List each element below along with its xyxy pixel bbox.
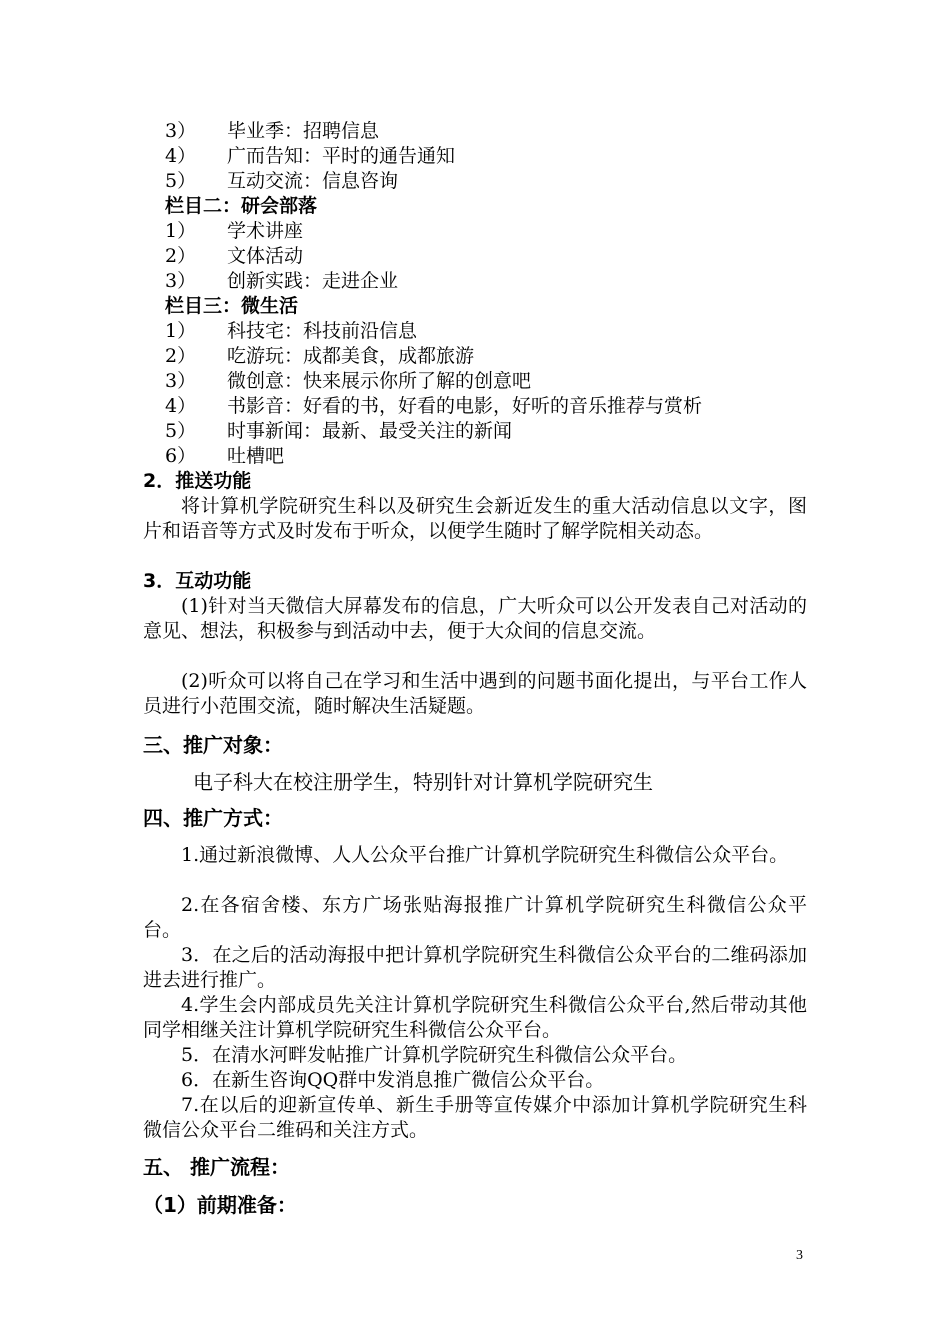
list-item: 2） 吃游玩：成都美食，成都旅游 [165, 345, 475, 367]
section-heading-target: 三、推广对象： [143, 733, 283, 757]
method-item-1: 1.通过新浪微博、人人公众平台推广计算机学院研究生科微信公众平台。 [181, 844, 789, 866]
method-item-7: 7.在以后的迎新宣传单、新生手册等宣传媒介中添加计算机学院研究生科微信公众平台二维码和关注方式。 [143, 1094, 807, 1141]
section-heading-col3: 栏目三：微生活 [165, 295, 299, 317]
section-heading-methods: 四、推广方式： [143, 806, 283, 830]
list-item: 1） 科技宅：科技前沿信息 [165, 320, 418, 342]
page-number: 3 [796, 1248, 803, 1263]
method-item-2: 2.在各宿舍楼、东方广场张贴海报推广计算机学院研究生科微信公众平台。 [143, 894, 807, 941]
method-item-3: 3．在之后的活动海报中把计算机学院研究生科微信公众平台的二维码添加进去进行推广。 [143, 944, 807, 991]
list-item: 3） 毕业季：招聘信息 [165, 120, 380, 142]
list-item: 5） 互动交流：信息咨询 [165, 170, 399, 192]
list-item: 3） 创新实践：走进企业 [165, 270, 399, 292]
paragraph-target: 电子科大在校注册学生，特别针对计算机学院研究生 [193, 770, 653, 794]
section-heading-col2: 栏目二：研会部落 [165, 195, 318, 217]
subheading-preparation: （1）前期准备： [143, 1193, 297, 1217]
list-item: 3） 微创意：快来展示你所了解的创意吧 [165, 370, 532, 392]
list-item: 1） 学术讲座 [165, 220, 304, 242]
list-item: 2） 文体活动 [165, 245, 304, 267]
list-item: 4） 书影音：好看的书，好看的电影，好听的音乐推荐与赏析 [165, 395, 703, 417]
paragraph-interact-2: (2)听众可以将自己在学习和生活中遇到的问题书面化提出，与平台工作人员进行小范围交流，随时解决生活疑题。 [143, 670, 807, 717]
section-heading-push: 2．推送功能 [143, 470, 252, 492]
method-item-4: 4.学生会内部成员先关注计算机学院研究生科微信公众平台,然后带动其他同学相继关注计算机学院研究生科微信公众平台。 [143, 994, 807, 1041]
list-item: 6） 吐槽吧 [165, 445, 285, 467]
list-item: 4） 广而告知：平时的通告通知 [165, 145, 456, 167]
section-heading-process: 五、 推广流程： [143, 1155, 290, 1179]
method-item-5: 5．在清水河畔发帖推广计算机学院研究生科微信公众平台。 [181, 1044, 688, 1066]
paragraph-interact-1: (1)针对当天微信大屏幕发布的信息，广大听众可以公开发表自己对活动的意见、想法，积极参与到活动中去，便于大众间的信息交流。 [143, 595, 807, 642]
method-item-6: 6．在新生咨询QQ群中发消息推广微信公众平台。 [181, 1069, 605, 1091]
paragraph-push: 将计算机学院研究生科以及研究生会新近发生的重大活动信息以文字，图片和语音等方式及时发布于听众，以便学生随时了解学院相关动态。 [143, 495, 807, 542]
list-item: 5） 时事新闻：最新、最受关注的新闻 [165, 420, 513, 442]
section-heading-interact: 3．互动功能 [143, 570, 252, 592]
